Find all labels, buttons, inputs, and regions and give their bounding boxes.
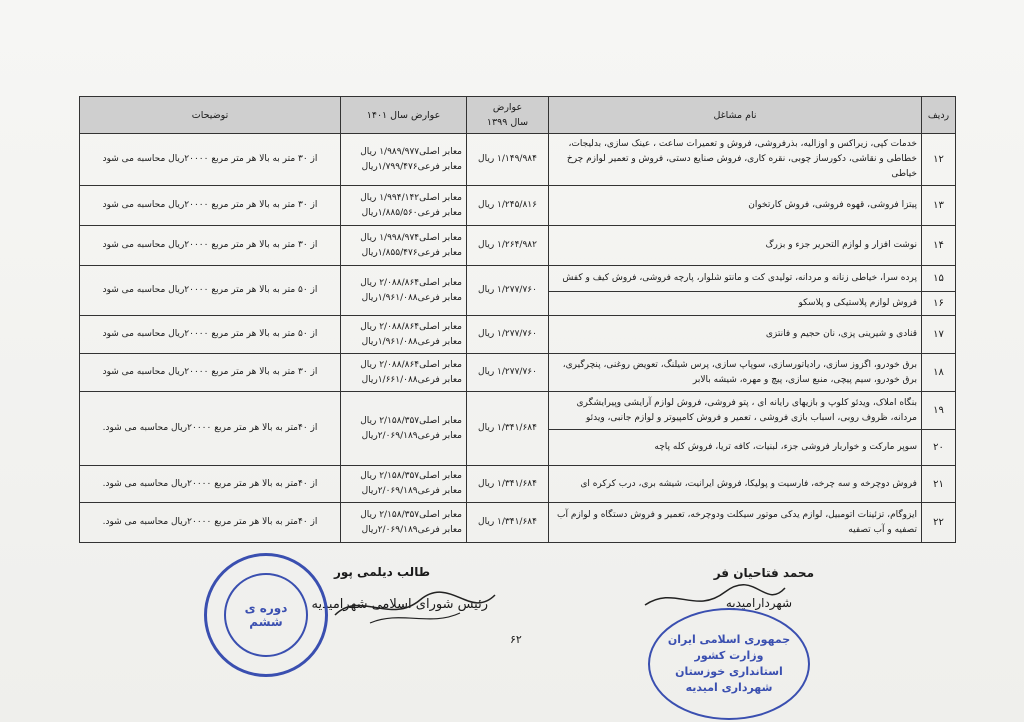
fee-1399-cell: ۱/۲۷۷/۷۶۰ ریال bbox=[467, 266, 549, 316]
table-row bbox=[80, 466, 956, 503]
header-fee-1401: عوارض سال ۱۴۰۱ bbox=[341, 97, 467, 134]
fee-1401-cell: معابر اصلی۲/۱۵۸/۳۵۷ ریال معابر فرعی۲/۰۶۹/۱۸۹ریال bbox=[341, 392, 467, 466]
activity-cell: خدمات کپی، زیراکس و اوزالیه، بذرفروشی، فروش و تعمیرات ساعت ، عینک سازی، بدلیجات، خطاطی و نقاشی، دکورساز چوبی، نقره کاری، فروش صنایع دستی، فروش و تعمیر لوازم چرخ خیاطی bbox=[549, 134, 922, 186]
municipality-stamp bbox=[648, 608, 810, 720]
fees-table bbox=[79, 96, 956, 543]
description-cell: از ۳۰ متر به بالا هر متر مربع ۲۰۰۰۰ریال محاسبه می شود bbox=[80, 226, 341, 266]
table-row bbox=[80, 503, 956, 543]
table-row bbox=[80, 354, 956, 392]
row-number: ۲۱ bbox=[922, 466, 956, 503]
mayor-name: محمد فتاحیان فر bbox=[713, 566, 814, 580]
description-cell: از ۳۰ متر به بالا هر متر مربع ۲۰۰۰۰ریال محاسبه می شود bbox=[80, 134, 341, 186]
activity-cell: نوشت افزار و لوازم التحریر جزء و بزرگ bbox=[549, 226, 922, 266]
description-cell: از ۵۰ متر به بالا هر متر مربع ۲۰۰۰۰ریال محاسبه می شود bbox=[80, 266, 341, 316]
row-number: ۱۸ bbox=[922, 354, 956, 392]
activity-cell: ایزوگام، تزئینات اتومبیل، لوازم یدکی موتور سیکلت ودوچرخه، تعمیر و فروش دستگاه و لوازم آب تصفیه و آب تصفیه bbox=[549, 503, 922, 543]
signature-scribble-left bbox=[330, 585, 500, 630]
stamp-line: جمهوری اسلامی ایران bbox=[667, 633, 791, 646]
table-row bbox=[80, 316, 956, 354]
table-row bbox=[80, 266, 956, 292]
activity-cell: بنگاه املاک، ویدئو کلوپ و بازیهای رایانه ای ، پتو فروشی، فروش لوازم آرایشی وپیرایشگری مردانه، ظروف روبی، اسباب بازی فروشی ، تعمیر و فروش کامپیوتر و لوازم جانبی، ویدئو bbox=[549, 392, 922, 430]
row-number: ۱۶ bbox=[922, 292, 956, 316]
fee-1401-cell: معابر اصلی۲/۰۸۸/۸۶۴ ریال معابر فرعی۱/۶۶۱/۰۸۸ریال bbox=[341, 354, 467, 392]
row-number: ۱۹ bbox=[922, 392, 956, 430]
description-cell: از ۵۰ متر به بالا هر متر مربع ۲۰۰۰۰ریال محاسبه می شود bbox=[80, 316, 341, 354]
activity-cell: قنادی و شیرینی پزی، نان حجیم و فانتزی bbox=[549, 316, 922, 354]
fee-1399-cell: ۱/۲۷۷/۷۶۰ ریال bbox=[467, 316, 549, 354]
council-stamp bbox=[204, 553, 328, 677]
fee-1401-cell: معابر اصلی۱/۹۹۸/۹۷۴ ریال معابر فرعی۱/۸۵۵/۴۷۶ریال bbox=[341, 226, 467, 266]
row-number: ۲۰ bbox=[922, 430, 956, 466]
description-cell: از ۴۰متر به بالا هر متر مربع ۲۰۰۰۰ریال محاسبه می شود. bbox=[80, 503, 341, 543]
header-description: توضیحات bbox=[80, 97, 341, 134]
description-cell: از ۴۰متر به بالا هر متر مربع ۲۰۰۰۰ریال محاسبه می شود. bbox=[80, 392, 341, 466]
fee-1399-cell: ۱/۳۴۱/۶۸۴ ریال bbox=[467, 466, 549, 503]
row-number: ۲۲ bbox=[922, 503, 956, 543]
header-activity: نام مشاغل bbox=[549, 97, 922, 134]
fee-1399-cell: ۱/۳۴۱/۶۸۴ ریال bbox=[467, 392, 549, 466]
table-row bbox=[80, 226, 956, 266]
activity-cell: پرده سرا، خیاطی زنانه و مردانه، تولیدی کت و مانتو شلوار، پارچه فروشی، فروش کیف و کفش bbox=[549, 266, 922, 292]
row-number: ۱۲ bbox=[922, 134, 956, 186]
council-head-name: طالب دیلمی پور bbox=[333, 565, 430, 579]
description-cell: از ۳۰ متر به بالا هر متر مربع ۲۰۰۰۰ریال محاسبه می شود bbox=[80, 186, 341, 226]
fee-1399-cell: ۱/۲۷۷/۷۶۰ ریال bbox=[467, 354, 549, 392]
council-stamp-text: دوره ی ششم bbox=[224, 573, 308, 657]
table-row bbox=[80, 186, 956, 226]
fee-1399-cell: ۱/۲۴۵/۸۱۶ ریال bbox=[467, 186, 549, 226]
stamp-line: شهرداری امیدیه bbox=[685, 681, 773, 694]
header-fee-1399: عوارض سال ۱۳۹۹ bbox=[467, 97, 549, 134]
activity-cell: برق خودرو، اگزوز سازی، رادیاتورسازی، سوپاپ سازی، پرس شیلنگ، تعویض روغنی، پنچرگیری، برق خودرو، سیم پیچی، منبع سازی، پیچ و مهره، شیشه بالابر bbox=[549, 354, 922, 392]
table-row bbox=[80, 134, 956, 186]
row-number: ۱۵ bbox=[922, 266, 956, 292]
row-number: ۱۳ bbox=[922, 186, 956, 226]
mayor-title: شهردارامیدیه bbox=[725, 596, 792, 610]
fee-1401-cell: معابر اصلی۲/۰۸۸/۸۶۴ ریال معابر فرعی۱/۹۶۱/۰۸۸ریال bbox=[341, 316, 467, 354]
stamp-line: وزارت کشور bbox=[694, 649, 764, 662]
page-number: ۶۲ bbox=[510, 633, 522, 646]
fee-1401-cell: معابر اصلی۱/۹۹۴/۱۴۲ ریال معابر فرعی۱/۸۸۵/۵۶۰ریال bbox=[341, 186, 467, 226]
header-row-number: ردیف bbox=[922, 97, 956, 134]
stamp-line: استانداری خوزستان bbox=[675, 665, 783, 678]
table-header-row bbox=[80, 97, 956, 134]
fee-1401-cell: معابر اصلی۲/۰۸۸/۸۶۴ ریال معابر فرعی۱/۹۶۱/۰۸۸ریال bbox=[341, 266, 467, 316]
description-cell: از ۴۰متر به بالا هر متر مربع ۲۰۰۰۰ریال محاسبه می شود. bbox=[80, 466, 341, 503]
fee-1401-cell: معابر اصلی۱/۹۸۹/۹۷۷ ریال معابر فرعی۱/۷۹۹/۴۷۶ریال bbox=[341, 134, 467, 186]
activity-cell: پیتزا فروشی، قهوه فروشی، فروش کارتخوان bbox=[549, 186, 922, 226]
activity-cell: فروش دوچرخه و سه چرخه، فارسیت و پولیکا، فروش ایرانیت، شیشه بری، درب کرکره ای bbox=[549, 466, 922, 503]
row-number: ۱۴ bbox=[922, 226, 956, 266]
table-row bbox=[80, 392, 956, 430]
fee-1399-cell: ۱/۲۶۴/۹۸۲ ریال bbox=[467, 226, 549, 266]
row-number: ۱۷ bbox=[922, 316, 956, 354]
fee-1399-cell: ۱/۱۴۹/۹۸۴ ریال bbox=[467, 134, 549, 186]
fee-1399-cell: ۱/۳۴۱/۶۸۴ ریال bbox=[467, 503, 549, 543]
activity-cell: فروش لوازم پلاستیکی و پلاسکو bbox=[549, 292, 922, 316]
fee-1401-cell: معابر اصلی۲/۱۵۸/۳۵۷ ریال معابر فرعی۲/۰۶۹/۱۸۹ریال bbox=[341, 466, 467, 503]
activity-cell: سوپر مارکت و خواربار فروشی جزء، لبنیات، کافه تریا، فروش کله پاچه bbox=[549, 430, 922, 466]
description-cell: از ۳۰ متر به بالا هر متر مربع ۲۰۰۰۰ریال محاسبه می شود bbox=[80, 354, 341, 392]
fee-1401-cell: معابر اصلی۲/۱۵۸/۳۵۷ ریال معابر فرعی۲/۰۶۹/۱۸۹ریال bbox=[341, 503, 467, 543]
council-head-title: رئیس شورای اسلامی شهرامیدیه bbox=[311, 597, 488, 612]
